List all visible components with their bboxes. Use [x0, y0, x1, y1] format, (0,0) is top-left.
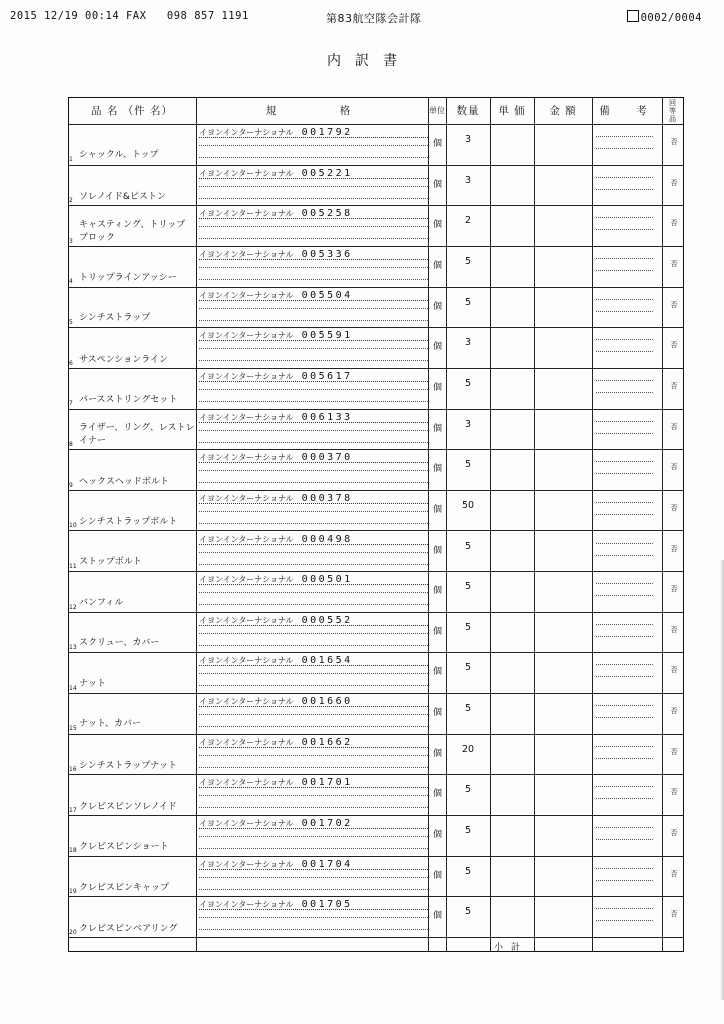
item-return: 否	[670, 503, 678, 512]
item-unit: 個	[432, 748, 442, 759]
spec-blank-line	[199, 389, 428, 390]
row-number: 17	[69, 806, 77, 814]
item-unit: 個	[432, 870, 442, 881]
header-remarks: 備 考	[599, 105, 655, 117]
item-return: 否	[670, 707, 678, 716]
item-name: キャスティング、トリップ ブロック	[79, 219, 186, 243]
remarks-line	[596, 624, 653, 625]
item-name: クレビスピンショート	[79, 842, 169, 853]
table-row	[68, 693, 684, 733]
table-row	[68, 531, 684, 571]
spec-line	[199, 493, 428, 504]
spec-blank-line	[199, 523, 428, 524]
item-qty: 5	[464, 621, 472, 633]
spec-blank-line	[199, 848, 428, 849]
row-number: 9	[69, 481, 73, 489]
row-number: 3	[69, 237, 73, 245]
spec-blank-line	[199, 877, 428, 878]
spec-blank-line	[199, 807, 428, 808]
remarks-line	[596, 636, 653, 637]
remarks-line	[596, 595, 653, 596]
row-number: 19	[69, 888, 77, 896]
table-row	[68, 205, 684, 245]
item-qty: 2	[464, 215, 472, 227]
item-qty: 5	[464, 540, 472, 552]
spec-maker: イヨンインターナショナル	[199, 493, 294, 503]
remarks-line	[596, 908, 653, 909]
header-unit: 単位	[429, 106, 445, 115]
spec-blank-line	[199, 145, 428, 146]
remarks-line	[596, 717, 653, 718]
spec-blank-line	[199, 552, 428, 553]
fax-page-number: 0002/0004	[640, 12, 702, 24]
spec-maker: イヨンインターナショナル	[199, 819, 294, 829]
spec-line	[199, 412, 428, 423]
item-unit: 個	[432, 220, 442, 231]
remarks-line	[596, 189, 653, 190]
item-unit: 個	[432, 708, 442, 719]
spec-code: 001654	[301, 655, 353, 667]
remarks-line	[596, 758, 653, 759]
item-unit: 個	[432, 626, 442, 637]
spec-blank-line	[199, 917, 428, 918]
item-name: ヘックスヘッドボルト	[79, 476, 169, 487]
remarks-line	[596, 421, 653, 422]
row-number: 1	[69, 156, 73, 164]
remarks-line	[596, 148, 653, 149]
spec-blank-line	[199, 633, 428, 634]
item-return: 否	[670, 422, 678, 431]
remarks-line	[596, 433, 653, 434]
footer-divider	[68, 937, 684, 938]
remarks-line	[596, 339, 653, 340]
spec-code: 001792	[301, 127, 353, 138]
item-unit: 個	[432, 301, 442, 312]
spec-maker: イヨンインターナショナル	[199, 615, 294, 625]
spec-code: 000370	[301, 452, 353, 464]
spec-blank-line	[199, 308, 428, 309]
item-name: ストップボルト	[79, 556, 142, 567]
table-row	[68, 368, 684, 408]
spec-line	[199, 818, 428, 829]
fax-phone: 098 857 1191	[166, 10, 249, 22]
spec-code: 001701	[301, 777, 353, 789]
spec-blank-line	[199, 238, 428, 239]
spec-code: 005336	[301, 248, 353, 260]
table-row	[68, 490, 684, 530]
item-unit: 個	[432, 382, 442, 393]
fax-page	[627, 10, 702, 24]
spec-maker: イヨンインターナショナル	[199, 453, 294, 463]
spec-maker: イヨンインターナショナル	[199, 168, 294, 178]
item-return: 否	[670, 666, 678, 675]
item-return: 否	[670, 747, 678, 756]
item-qty: 5	[464, 459, 472, 471]
spec-blank-line	[199, 714, 428, 715]
spec-code: 005591	[301, 330, 353, 342]
row-number: 8	[69, 440, 73, 448]
row-number: 11	[69, 562, 77, 570]
item-qty: 5	[464, 296, 472, 308]
item-unit: 個	[432, 830, 442, 841]
item-unit: 個	[432, 342, 442, 353]
item-qty: 5	[464, 825, 472, 837]
remarks-line	[596, 311, 653, 312]
remarks-line	[596, 380, 653, 381]
spec-blank-line	[199, 726, 428, 727]
item-return: 否	[670, 544, 678, 553]
item-name: シンチストラップ	[79, 312, 151, 323]
header-qty: 数量	[456, 105, 480, 117]
item-qty: 3	[464, 418, 472, 430]
spec-line	[199, 859, 428, 870]
spec-blank-line	[199, 755, 428, 756]
item-qty: 5	[464, 784, 472, 796]
item-name: クレビスピンベアリング	[79, 923, 178, 934]
spec-line	[199, 615, 428, 626]
spec-blank-line	[199, 482, 428, 483]
item-qty: 50	[461, 499, 475, 511]
remarks-line	[596, 351, 653, 352]
spec-maker: イヨンインターナショナル	[199, 900, 294, 910]
item-name: ナット	[79, 678, 106, 689]
spec-blank-line	[199, 604, 428, 605]
document-title: 内訳書	[327, 53, 411, 69]
header-amount: 金 額	[549, 105, 577, 117]
item-return: 否	[670, 869, 678, 878]
row-number: 7	[69, 400, 73, 408]
table-row	[68, 856, 684, 896]
item-return: 否	[670, 829, 678, 838]
table-row	[68, 734, 684, 774]
row-number: 15	[69, 725, 77, 733]
row-number: 20	[69, 928, 77, 936]
spec-code: 000552	[301, 614, 353, 626]
table-row	[68, 612, 684, 652]
spec-maker: イヨンインターナショナル	[199, 575, 294, 585]
remarks-line	[596, 786, 653, 787]
item-qty: 5	[464, 906, 472, 918]
breakdown-table	[68, 97, 684, 952]
item-unit: 個	[432, 179, 442, 190]
spec-maker: イヨンインターナショナル	[199, 412, 294, 422]
remarks-line	[596, 229, 653, 230]
spec-blank-line	[199, 470, 428, 471]
item-unit: 個	[432, 139, 442, 149]
item-qty: 5	[464, 255, 472, 267]
spec-code: 005258	[301, 208, 353, 220]
subtotal-label: 小計	[493, 943, 528, 953]
item-name: バンフィル	[79, 597, 124, 608]
spec-code: 001702	[301, 818, 353, 830]
spec-line	[199, 737, 428, 748]
spec-code: 001660	[301, 696, 353, 708]
remarks-line	[596, 270, 653, 271]
remarks-line	[596, 136, 653, 137]
spec-maker: イヨンインターナショナル	[199, 534, 294, 544]
header-return: 回 等 品	[669, 98, 677, 123]
spec-code: 000378	[301, 492, 353, 504]
spec-line	[199, 330, 428, 341]
spec-maker: イヨンインターナショナル	[199, 290, 294, 300]
spec-line	[199, 534, 428, 545]
spec-line	[199, 249, 428, 260]
item-return: 否	[670, 178, 678, 187]
spec-maker: イヨンインターナショナル	[199, 859, 294, 869]
spec-line	[199, 290, 428, 301]
spec-code: 001704	[301, 858, 353, 870]
item-qty: 3	[464, 134, 472, 145]
item-qty: 5	[464, 865, 472, 877]
item-qty: 5	[464, 581, 472, 593]
item-return: 否	[670, 910, 678, 919]
item-unit: 個	[432, 789, 442, 800]
item-unit: 個	[432, 586, 442, 597]
item-unit: 個	[432, 667, 442, 678]
spec-line	[199, 655, 428, 666]
scan-edge-shadow	[720, 560, 724, 1000]
spec-blank-line	[199, 929, 428, 930]
spec-blank-line	[199, 360, 428, 361]
spec-blank-line	[199, 157, 428, 158]
spec-blank-line	[199, 226, 428, 227]
remarks-line	[596, 392, 653, 393]
item-unit: 個	[432, 545, 442, 556]
spec-maker: イヨンインターナショナル	[199, 778, 294, 788]
spec-blank-line	[199, 279, 428, 280]
spec-maker: イヨンインターナショナル	[199, 656, 294, 666]
header-spec: 規 格	[265, 105, 359, 117]
row-number: 5	[69, 318, 73, 326]
spec-blank-line	[199, 442, 428, 443]
spec-blank-line	[199, 267, 428, 268]
row-number: 4	[69, 278, 73, 286]
spec-maker: イヨンインターナショナル	[199, 697, 294, 707]
spec-blank-line	[199, 673, 428, 674]
spec-maker: イヨンインターナショナル	[199, 371, 294, 381]
table-row	[68, 287, 684, 327]
table-row	[68, 571, 684, 611]
item-name: クレビスピンソレノイド	[79, 801, 177, 812]
item-return: 否	[670, 300, 678, 309]
spec-blank-line	[199, 795, 428, 796]
remarks-line	[596, 299, 653, 300]
row-number: 6	[69, 359, 73, 367]
header-unit-price: 単 価	[498, 105, 526, 117]
remarks-line	[596, 217, 653, 218]
spec-maker: イヨンインターナショナル	[199, 737, 294, 747]
spec-blank-line	[199, 564, 428, 565]
spec-code: 000501	[301, 574, 353, 586]
item-unit: 個	[432, 911, 442, 922]
remarks-line	[596, 664, 653, 665]
item-return: 否	[670, 788, 678, 797]
item-name: ナット、カバー	[79, 719, 142, 730]
item-unit: 個	[432, 464, 442, 475]
remarks-line	[596, 543, 653, 544]
row-number: 14	[69, 684, 77, 692]
spec-maker: イヨンインターナショナル	[199, 249, 294, 259]
spec-code: 005504	[301, 289, 353, 301]
remarks-line	[596, 827, 653, 828]
item-unit: 個	[432, 260, 442, 271]
row-number: 2	[69, 197, 73, 205]
item-name: サスペンションライン	[79, 354, 168, 365]
row-number: 16	[69, 766, 77, 774]
remarks-line	[596, 868, 653, 869]
spec-code: 005221	[301, 167, 353, 179]
item-name: ライザー、リング、レストレイナー	[79, 422, 195, 446]
remarks-line	[596, 258, 653, 259]
item-name: シンチストラップナット	[79, 761, 178, 772]
checkbox-icon	[627, 10, 639, 22]
spec-line	[199, 127, 428, 138]
item-name: シンチストラップボルト	[79, 517, 178, 528]
item-return: 否	[670, 138, 678, 146]
table-row	[68, 774, 684, 814]
spec-line	[199, 208, 428, 219]
spec-code: 001705	[301, 899, 353, 911]
spec-line	[199, 168, 428, 179]
spec-blank-line	[199, 685, 428, 686]
fax-sender: 第83航空隊会計隊	[326, 12, 422, 25]
item-unit: 個	[432, 423, 442, 434]
remarks-line	[596, 839, 653, 840]
spec-line	[199, 574, 428, 585]
item-return: 否	[670, 341, 678, 350]
remarks-line	[596, 746, 653, 747]
item-name: スクリュー、カバー	[79, 638, 160, 649]
spec-blank-line	[199, 889, 428, 890]
remarks-line	[596, 514, 653, 515]
item-return: 否	[670, 585, 678, 594]
item-return: 否	[670, 219, 678, 228]
spec-blank-line	[199, 348, 428, 349]
item-return: 否	[670, 381, 678, 390]
table-row	[68, 896, 684, 936]
item-unit: 個	[432, 504, 442, 515]
spec-blank-line	[199, 198, 428, 199]
spec-maker: イヨンインターナショナル	[199, 128, 294, 137]
remarks-line	[596, 880, 653, 881]
item-return: 否	[670, 625, 678, 634]
table-row	[68, 165, 684, 205]
remarks-line	[596, 177, 653, 178]
spec-blank-line	[199, 767, 428, 768]
row-number: 18	[69, 847, 77, 855]
spec-blank-line	[199, 186, 428, 187]
item-name: ソレノイド&ピストン	[79, 192, 166, 203]
table-row	[68, 124, 684, 164]
spec-code: 006133	[301, 411, 353, 423]
row-number: 13	[69, 644, 77, 652]
spec-blank-line	[199, 320, 428, 321]
remarks-line	[596, 502, 653, 503]
item-return: 否	[670, 259, 678, 268]
remarks-line	[596, 920, 653, 921]
remarks-line	[596, 798, 653, 799]
spec-code: 005617	[301, 370, 353, 382]
table-row	[68, 246, 684, 286]
spec-blank-line	[199, 430, 428, 431]
spec-blank-line	[199, 836, 428, 837]
table-row	[68, 815, 684, 855]
spec-code: 000498	[301, 533, 353, 545]
item-name: パースストリングセット	[79, 395, 178, 406]
remarks-line	[596, 676, 653, 677]
spec-blank-line	[199, 592, 428, 593]
row-number: 12	[69, 603, 77, 611]
remarks-line	[596, 555, 653, 556]
item-qty: 5	[464, 377, 472, 389]
table-row	[68, 409, 684, 449]
spec-blank-line	[199, 401, 428, 402]
spec-line	[199, 899, 428, 910]
remarks-line	[596, 473, 653, 474]
item-name: シャックル、トップ	[79, 150, 159, 161]
table-row	[68, 449, 684, 489]
item-name: クレビスピンキャップ	[79, 883, 170, 894]
row-number: 10	[69, 522, 77, 530]
header-name: 品 名 （件 名）	[90, 105, 173, 117]
table-row	[68, 327, 684, 367]
spec-line	[199, 696, 428, 707]
item-qty: 5	[464, 662, 472, 674]
item-qty: 5	[464, 703, 472, 715]
remarks-line	[596, 583, 653, 584]
spec-maker: イヨンインターナショナル	[199, 331, 294, 341]
fax-datetime-text: 2015 12/19 00:14 FAX	[10, 10, 147, 22]
item-return: 否	[670, 463, 678, 472]
fax-datetime	[10, 10, 249, 22]
item-qty: 3	[464, 337, 472, 349]
remarks-line	[596, 705, 653, 706]
spec-line	[199, 371, 428, 382]
remarks-line	[596, 461, 653, 462]
item-qty: 20	[461, 743, 475, 755]
item-name: トリップラインアッシー	[79, 273, 177, 284]
spec-code: 001662	[301, 736, 353, 748]
spec-maker: イヨンインターナショナル	[199, 209, 294, 219]
table-row	[68, 652, 684, 692]
spec-line	[199, 452, 428, 463]
item-qty: 3	[464, 174, 472, 186]
spec-blank-line	[199, 645, 428, 646]
spec-blank-line	[199, 511, 428, 512]
spec-line	[199, 777, 428, 788]
